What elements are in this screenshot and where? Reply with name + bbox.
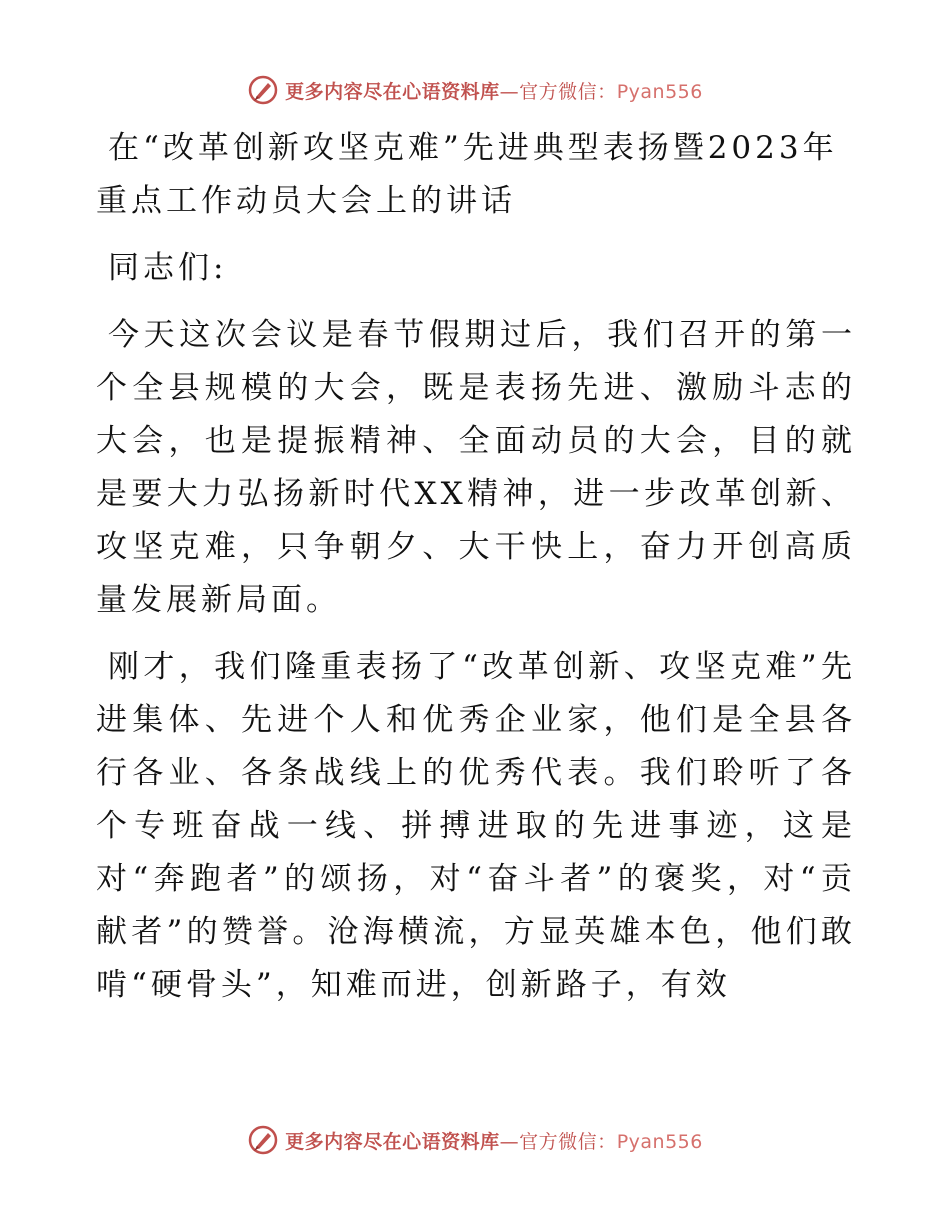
header-watermark	[0, 70, 950, 110]
watermark-dash: —	[499, 1130, 520, 1153]
watermark-wechat-label: 官方微信：	[519, 80, 617, 103]
watermark-wechat-label: 官方微信：	[519, 1130, 617, 1153]
document-body	[96, 122, 856, 1012]
quill-circle-icon	[247, 1124, 279, 1156]
watermark-wechat-id: Pyan556	[616, 80, 703, 103]
watermark-dash: —	[499, 80, 520, 103]
document-title: 在“改革创新攻坚克难”先进典型表扬暨2023年重点工作动员大会上的讲话	[96, 130, 838, 219]
quill-circle-icon	[247, 74, 279, 106]
watermark-site: 更多内容尽在心语资料库	[285, 1130, 500, 1153]
watermark-text	[285, 77, 703, 104]
footer-watermark	[0, 1120, 950, 1160]
paragraph-2: 刚才，我们隆重表扬了“改革创新、攻坚克难”先进集体、先进个人和优秀企业家，他们是全县各行各业、各条战线上的优秀代表。我们聆听了各个专班奋战一线、拼搏进取的先进事迹，这是对“奔跑者”的颂扬，对“奋斗者”的褒奖，对“贡献者”的赞誉。沧海横流，方显英雄本色，他们敢啃“硬骨头”，知难而进，创新路子，有效	[96, 649, 856, 1003]
watermark-site: 更多内容尽在心语资料库	[285, 80, 500, 103]
paragraph-1: 今天这次会议是春节假期过后，我们召开的第一个全县规模的大会，既是表扬先进、激励斗志的大会，也是提振精神、全面动员的大会，目的就是要大力弘扬新时代XX精神，进一步改革创新、攻坚克难，只争朝夕、大干快上，奋力开创高质量发展新局面。	[96, 317, 856, 618]
watermark-text	[285, 1127, 703, 1154]
watermark-wechat-id: Pyan556	[616, 1130, 703, 1153]
greeting: 同志们:	[108, 250, 228, 286]
